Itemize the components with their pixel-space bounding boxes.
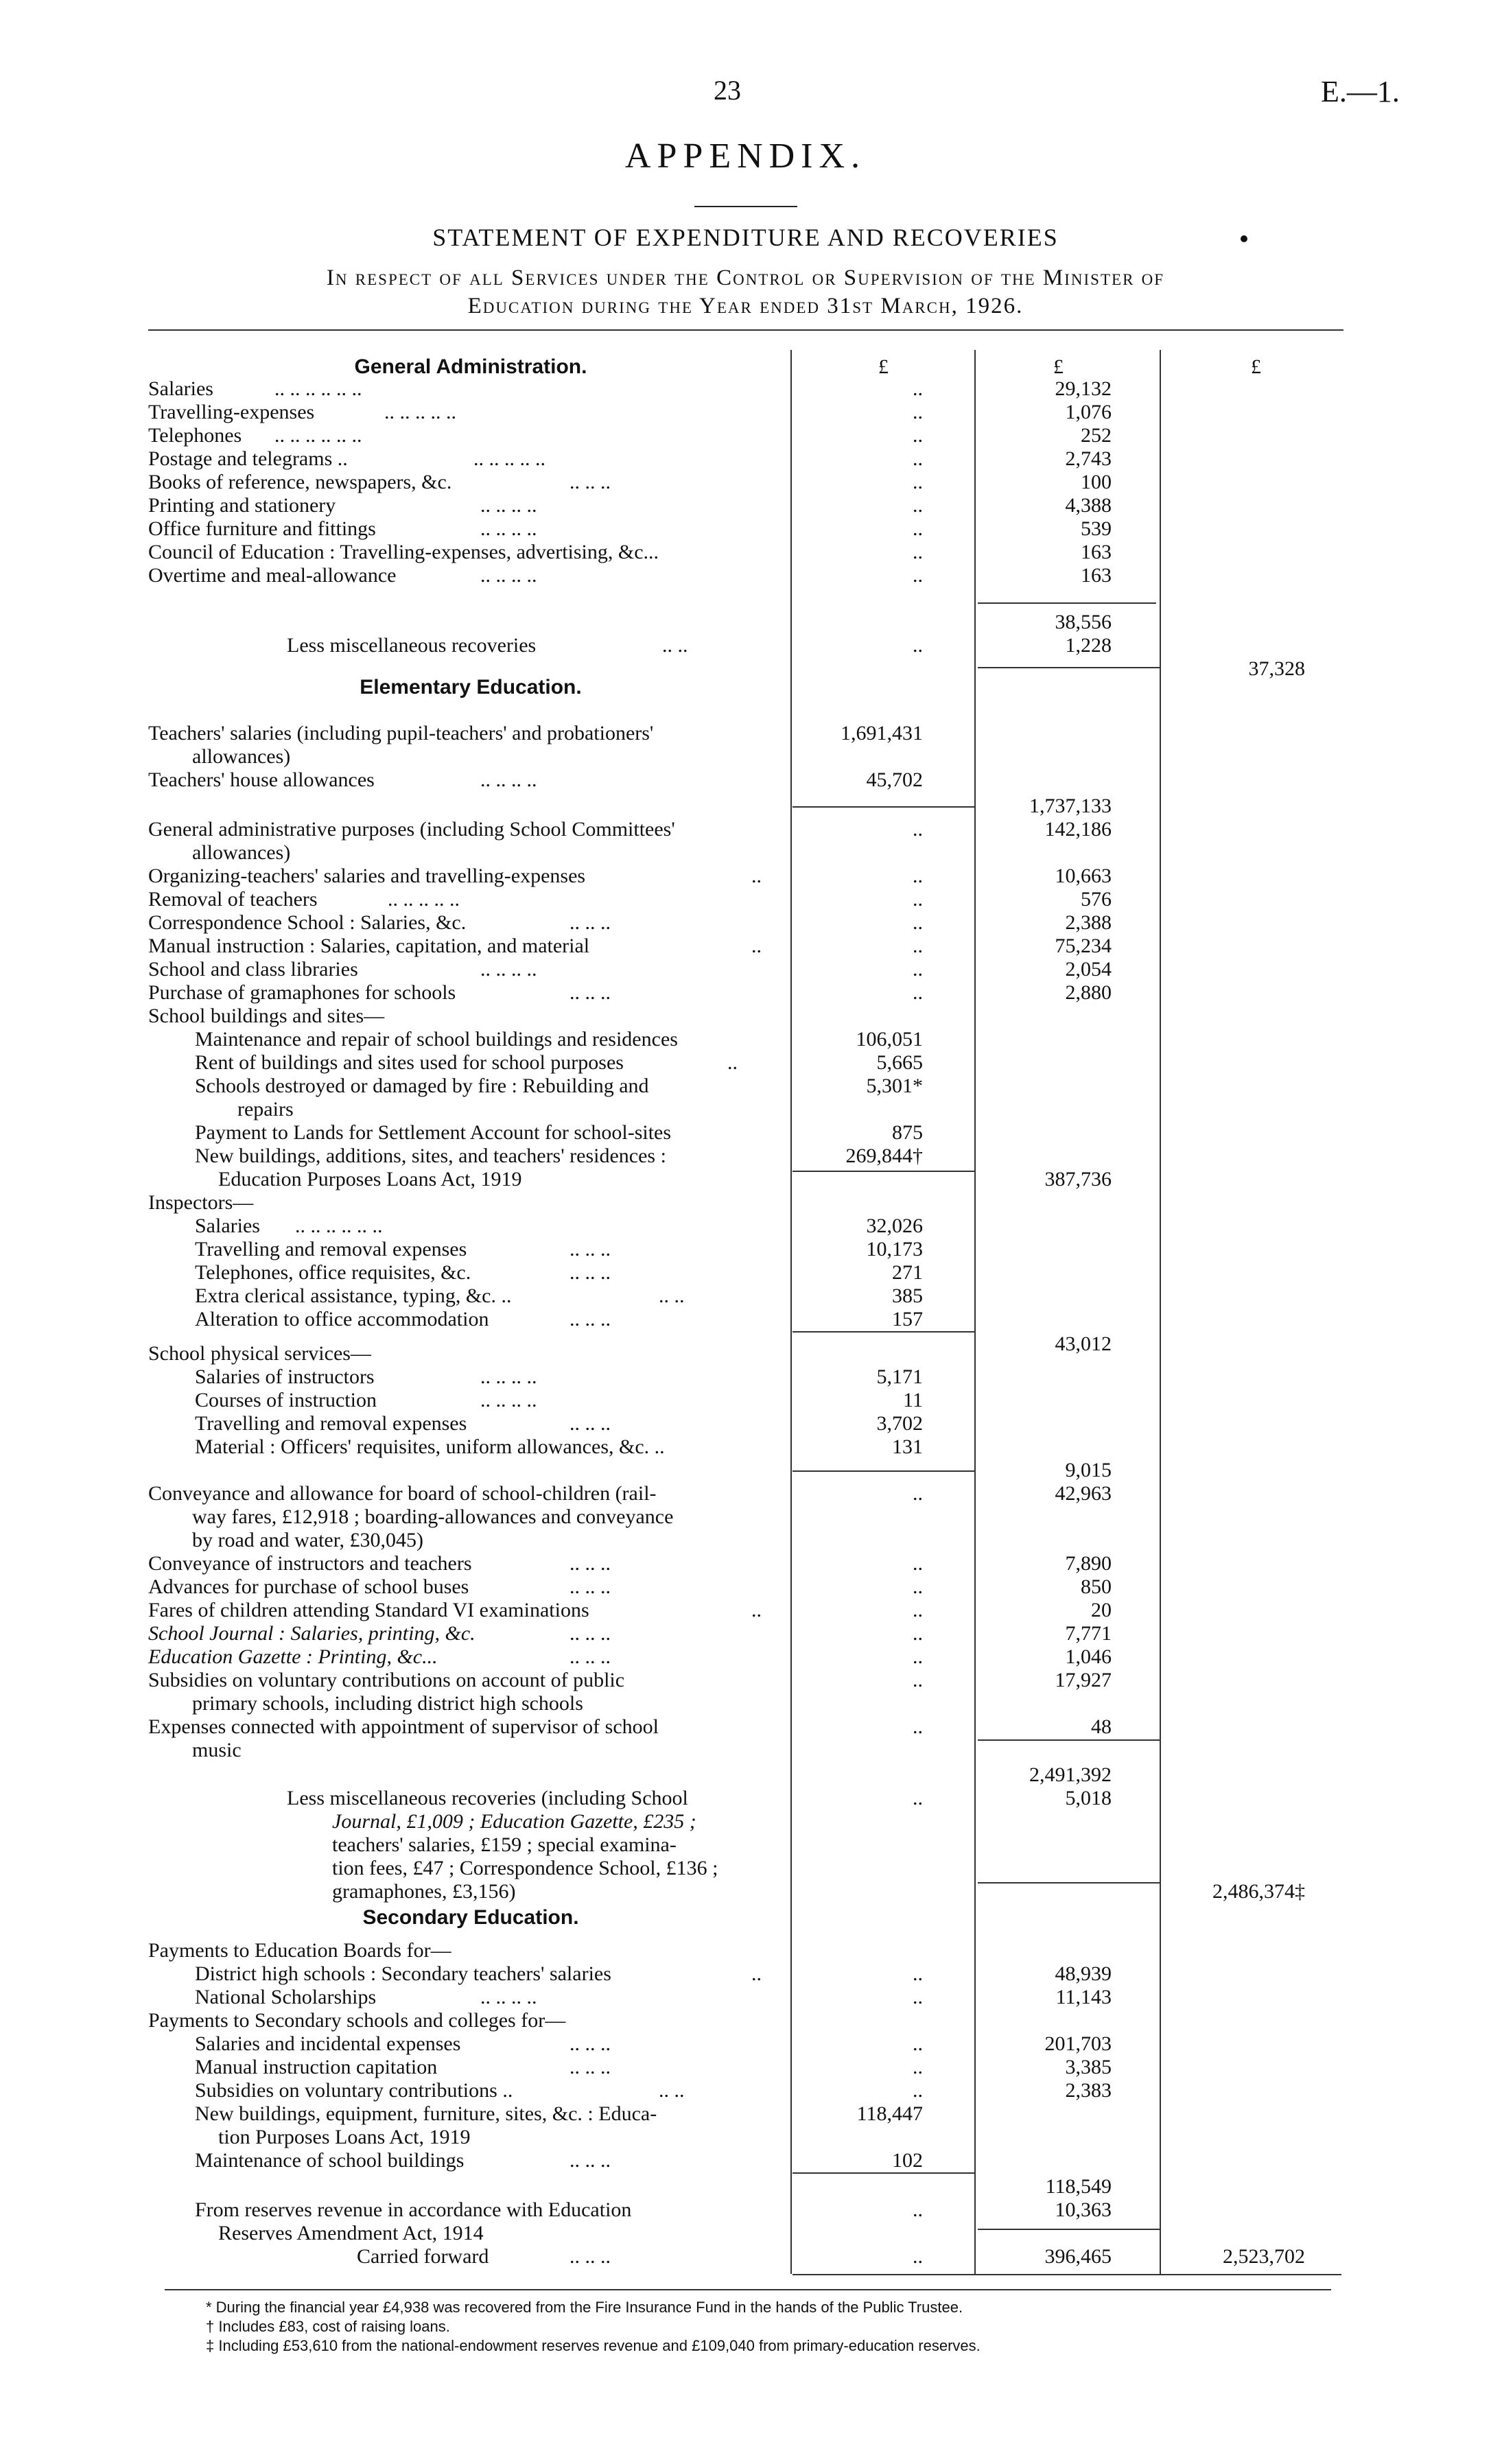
row-label: Payment to Lands for Settlement Account for school-sites	[195, 1121, 672, 1144]
col1-value: ..	[913, 564, 923, 587]
col2-value: 142,186	[1044, 818, 1112, 841]
row-label: Postage and telegrams ..	[148, 447, 348, 470]
table-row	[0, 1168, 1491, 1191]
leader-dots: .. .. ..	[570, 471, 611, 493]
col2-value: 3,385	[1065, 2056, 1112, 2078]
row-label: School Journal : Salaries, printing, &c.	[148, 1622, 476, 1645]
col1-value: ..	[913, 1669, 923, 1691]
col1-value: ..	[913, 541, 923, 563]
col1-value: 875	[892, 1121, 923, 1144]
col2-value: 17,927	[1055, 1669, 1112, 1691]
title-divider	[694, 206, 797, 207]
col2-value: 2,743	[1065, 447, 1112, 470]
row-label: Manual instruction capitation	[195, 2056, 438, 2078]
leader-dots: .. .. .. .. ..	[384, 401, 456, 423]
row-label: way fares, £12,918 ; boarding-allowances and conveyance	[192, 1505, 674, 1528]
leader-dots: .. .. .. ..	[480, 494, 537, 517]
col2-value: 7,890	[1065, 1552, 1112, 1575]
table-row	[0, 1880, 1491, 1903]
leader-dots: ..	[751, 1962, 762, 1985]
col1-value: ..	[913, 494, 923, 517]
table-row	[0, 564, 1491, 587]
col2-value: 2,491,392	[1029, 1763, 1112, 1786]
col2-value: 20	[1091, 1599, 1112, 1621]
row-label: National Scholarships	[195, 1986, 377, 2008]
col1-value: ..	[913, 1599, 923, 1621]
table-row	[0, 1622, 1491, 1645]
col2-value: 576	[1081, 888, 1112, 911]
row-label: School buildings and sites—	[148, 1005, 385, 1027]
col1-value: ..	[913, 401, 923, 423]
footnote-rule	[165, 2289, 1331, 2290]
carried-forward-row	[0, 2245, 1491, 2268]
row-label: Teachers' salaries (including pupil-teachers' and probationers'	[148, 722, 654, 744]
subtotal-rule	[793, 2172, 974, 2174]
col2-value: 7,771	[1065, 1622, 1112, 1645]
table-row	[0, 1552, 1491, 1575]
table-row	[0, 1215, 1491, 1238]
table-bottom-rule	[793, 2274, 1341, 2275]
col2-value: 43,012	[1055, 1333, 1112, 1355]
table-row	[0, 541, 1491, 564]
col2-value: 2,388	[1065, 911, 1112, 934]
table-row	[0, 1191, 1491, 1215]
table-row	[0, 1028, 1491, 1051]
col2-value: 100	[1081, 471, 1112, 493]
col2-value: 10,363	[1055, 2198, 1112, 2221]
row-label: School physical services—	[148, 1342, 371, 1365]
leader-dots: .. .. .. .. ..	[473, 447, 545, 470]
leader-dots: .. .. .. ..	[480, 958, 537, 981]
leader-dots: .. ..	[659, 2079, 685, 2102]
table-row	[0, 2198, 1491, 2222]
row-label: Journal, £1,009 ; Education Gazette, £235 ;	[332, 1810, 696, 1833]
leader-dots: .. .. .. ..	[480, 517, 537, 540]
row-label: Less miscellaneous recoveries	[287, 634, 537, 657]
table-row	[0, 401, 1491, 424]
row-label: Overtime and meal-allowance	[148, 564, 397, 587]
leader-dots: .. .. .. .. .. ..	[274, 377, 362, 400]
col2-value: 2,880	[1065, 981, 1112, 1004]
col2-value: 201,703	[1044, 2032, 1112, 2055]
col2-value: 539	[1081, 517, 1112, 540]
row-label: Carried forward	[357, 2245, 489, 2268]
subtotal-rule	[978, 602, 1156, 604]
row-label: Purchase of gramaphones for schools	[148, 981, 456, 1004]
table-row	[0, 1739, 1491, 1762]
col1-value: 1,691,431	[841, 722, 923, 744]
col2-value: 2,054	[1065, 958, 1112, 981]
table-row	[0, 1857, 1491, 1880]
appendix-title: APPENDIX.	[624, 137, 867, 176]
col1-value: 269,844†	[845, 1145, 923, 1167]
col1-value: 102	[892, 2149, 923, 2172]
col1-value: 131	[892, 1435, 923, 1458]
col1-value: 3,702	[876, 1412, 923, 1435]
col2-value: 1,228	[1065, 634, 1112, 657]
table-row	[0, 981, 1491, 1005]
row-label: Fares of children attending Standard VI examinations	[148, 1599, 589, 1621]
table-row	[0, 1599, 1491, 1622]
col2-value: 4,388	[1065, 494, 1112, 517]
row-label: Courses of instruction	[195, 1389, 377, 1411]
leader-dots: .. .. .. ..	[480, 768, 537, 791]
document-reference: E.—1.	[1321, 75, 1400, 108]
col1-value: ..	[913, 911, 923, 934]
row-label: Education Gazette : Printing, &c...	[148, 1645, 438, 1668]
currency-col2: £	[1053, 355, 1064, 378]
table-row	[0, 1365, 1491, 1389]
table-row	[0, 634, 1491, 657]
row-label: Council of Education : Travelling-expenses, advertising, &c...	[148, 541, 659, 563]
section-elementary-education: Elementary Education.	[360, 676, 582, 699]
row-label: Maintenance of school buildings	[195, 2149, 465, 2172]
row-label: Payments to Education Boards for—	[148, 1939, 451, 1962]
table-row	[0, 1529, 1491, 1552]
row-label: primary schools, including district high schools	[192, 1692, 583, 1715]
row-label: Travelling and removal expenses	[195, 1238, 467, 1260]
col3-value: 37,328	[1248, 657, 1305, 680]
leader-dots: .. .. ..	[570, 2032, 611, 2055]
leader-dots: .. .. ..	[570, 1645, 611, 1668]
col1-value: ..	[913, 1715, 923, 1738]
table-row	[0, 424, 1491, 447]
row-label: Office furniture and fittings	[148, 517, 376, 540]
leader-dots: .. .. ..	[570, 1412, 611, 1435]
row-label: Inspectors—	[148, 1191, 254, 1214]
col1-value: ..	[913, 888, 923, 911]
row-label: Schools destroyed or damaged by fire : Rebuilding and	[195, 1075, 649, 1097]
table-row	[0, 1435, 1491, 1459]
table-row	[0, 2102, 1491, 2126]
row-label: Less miscellaneous recoveries (including School	[287, 1787, 688, 1809]
col1-value: ..	[913, 981, 923, 1004]
leader-dots: ..	[751, 865, 762, 887]
leader-dots: .. .. ..	[570, 1308, 611, 1330]
row-label: Printing and stationery	[148, 494, 336, 517]
col2-value: 163	[1081, 541, 1112, 563]
table-row	[0, 1669, 1491, 1692]
row-label: New buildings, additions, sites, and teachers' residences :	[195, 1145, 666, 1167]
col1-value: ..	[913, 818, 923, 841]
row-label: music	[192, 1739, 242, 1761]
leader-dots: .. .. ..	[570, 1622, 611, 1645]
row-label: tion Purposes Loans Act, 1919	[218, 2126, 471, 2148]
row-label: Subsidies on voluntary contributions on account of public	[148, 1669, 625, 1691]
col2-value: 75,234	[1055, 935, 1112, 957]
page-number: 23	[714, 75, 741, 106]
row-label: Teachers' house allowances	[148, 768, 375, 791]
table-row	[0, 2079, 1491, 2102]
table-row	[0, 1098, 1491, 1121]
leader-dots: .. .. ..	[570, 1261, 611, 1284]
row-label: teachers' salaries, £159 ; special examina-	[332, 1833, 677, 1856]
table-row	[0, 2149, 1491, 2172]
table-row	[0, 1810, 1491, 1833]
table-row	[0, 1238, 1491, 1261]
col1-value: 5,171	[876, 1365, 923, 1388]
row-label: Material : Officers' requisites, uniform allowances, &c. ..	[195, 1435, 665, 1458]
col1-value: ..	[913, 935, 923, 957]
col2-value: 1,076	[1065, 401, 1112, 423]
leader-dots: .. .. .. .. ..	[388, 888, 460, 911]
table-row	[0, 1482, 1491, 1505]
leader-dots: ..	[751, 935, 762, 957]
row-label: New buildings, equipment, furniture, sites, &c. : Educa-	[195, 2102, 657, 2125]
row-label: Maintenance and repair of school buildings and residences	[195, 1028, 678, 1051]
col1-value: 106,051	[856, 1028, 923, 1051]
table-row	[0, 1833, 1491, 1857]
col2-value: 1,737,133	[1029, 795, 1112, 817]
leader-dots: .. .. ..	[570, 2056, 611, 2078]
table-row	[0, 2056, 1491, 2079]
table-row	[0, 377, 1491, 401]
col2-value: 118,549	[1045, 2175, 1112, 2198]
row-label: Telephones, office requisites, &c.	[195, 1261, 471, 1284]
table-row	[0, 2126, 1491, 2149]
table-row	[0, 1939, 1491, 1962]
col2-value: 48	[1091, 1715, 1112, 1738]
subtotal-row	[0, 1763, 1491, 1787]
row-label: Expenses connected with appointment of supervisor of school	[148, 1715, 659, 1738]
col1-value: ..	[913, 1986, 923, 2008]
col1-value: 385	[892, 1284, 923, 1307]
table-row	[0, 1284, 1491, 1308]
table-row	[0, 745, 1491, 768]
table-row	[0, 1005, 1491, 1028]
row-label: Organizing-teachers' salaries and travelling-expenses	[148, 865, 586, 887]
footnote-asterisk: * During the financial year £4,938 was recovered from the Fire Insurance Fund in the hands of the Public Trustee.	[206, 2299, 963, 2316]
section-secondary-education: Secondary Education.	[362, 1906, 579, 1929]
col2-value: 11,143	[1055, 1986, 1112, 2008]
table-row	[0, 1505, 1491, 1529]
table-row	[0, 1575, 1491, 1599]
col1-value: 157	[892, 1308, 923, 1330]
col1-value: 10,173	[866, 1238, 923, 1260]
leader-dots: .. .. .. ..	[480, 1365, 537, 1388]
leader-dots: .. .. ..	[570, 1575, 611, 1598]
col1-value: 118,447	[856, 2102, 923, 2125]
col2-value: 42,963	[1055, 1482, 1112, 1505]
table-row	[0, 1389, 1491, 1412]
col2-value: 396,465	[1044, 2245, 1112, 2268]
row-label: by road and water, £30,045)	[192, 1529, 424, 1551]
row-label: Education Purposes Loans Act, 1919	[218, 1168, 522, 1190]
table-row	[0, 1145, 1491, 1168]
leader-dots: .. ..	[659, 1284, 685, 1307]
leader-dots: .. .. .. ..	[480, 1389, 537, 1411]
col2-value: 29,132	[1055, 377, 1112, 400]
row-label: Conveyance of instructors and teachers	[148, 1552, 472, 1575]
row-label: Travelling-expenses	[148, 401, 315, 423]
section-general-administration: General Administration.	[354, 355, 587, 378]
row-label: gramaphones, £3,156)	[332, 1880, 516, 1903]
col1-value: ..	[913, 958, 923, 981]
table-row	[0, 1986, 1491, 2009]
table-row	[0, 865, 1491, 888]
statement-subtitle-line-1: In respect of all Services under the Control or Supervision of the Minister of	[326, 266, 1165, 290]
subtotal-row	[0, 1459, 1491, 1482]
table-row	[0, 818, 1491, 841]
row-label: Removal of teachers	[148, 888, 318, 911]
row-label: Salaries	[195, 1215, 260, 1237]
col1-value: ..	[913, 424, 923, 447]
row-label: District high schools : Secondary teachers' salaries	[195, 1962, 611, 1985]
row-label: Subsidies on voluntary contributions ..	[195, 2079, 513, 2102]
col1-value: ..	[913, 1575, 923, 1598]
table-row	[0, 1121, 1491, 1145]
table-row	[0, 471, 1491, 494]
table-row	[0, 768, 1491, 792]
statement-subtitle-line-2: Education during the Year ended 31st March, 1926.	[467, 294, 1024, 318]
leader-dots: .. .. .. ..	[480, 564, 537, 587]
col1-value: 32,026	[866, 1215, 923, 1237]
row-label: Salaries	[148, 377, 213, 400]
subtotal-row	[0, 611, 1491, 634]
total-row	[0, 657, 1491, 681]
col1-value: ..	[913, 2245, 923, 2268]
row-label: From reserves revenue in accordance with Education	[195, 2198, 632, 2221]
statement-title: STATEMENT OF EXPENDITURE AND RECOVERIES	[432, 224, 1059, 251]
table-row	[0, 1075, 1491, 1098]
col1-value: ..	[913, 2079, 923, 2102]
row-label: Rent of buildings and sites used for school purposes	[195, 1051, 624, 1074]
currency-col1: £	[878, 355, 889, 378]
col1-value: 5,665	[876, 1051, 923, 1074]
col2-value: 387,736	[1044, 1168, 1112, 1190]
row-label: Correspondence School : Salaries, &c.	[148, 911, 467, 934]
table-row	[0, 1715, 1491, 1739]
col1-value: 11	[903, 1389, 923, 1411]
row-label: Advances for purchase of school buses	[148, 1575, 469, 1598]
col2-value: 850	[1081, 1575, 1112, 1598]
table-row	[0, 1051, 1491, 1075]
row-label: Travelling and removal expenses	[195, 1412, 467, 1435]
col3-value: 2,486,374‡	[1212, 1880, 1305, 1903]
row-label: Telephones	[148, 424, 242, 447]
table-row	[0, 1787, 1491, 1810]
row-label: General administrative purposes (including School Committees'	[148, 818, 675, 841]
table-row	[0, 1342, 1491, 1365]
col1-value: ..	[913, 2198, 923, 2221]
table-row	[0, 2009, 1491, 2032]
table-row	[0, 841, 1491, 865]
print-dot	[1241, 235, 1247, 242]
table-row	[0, 1692, 1491, 1715]
table-row	[0, 1412, 1491, 1435]
row-label: Payments to Secondary schools and colleges for—	[148, 2009, 566, 2032]
leader-dots: .. .. .. .. .. ..	[295, 1215, 383, 1237]
leader-dots: .. .. ..	[570, 911, 611, 934]
col2-value: 9,015	[1065, 1459, 1112, 1481]
col1-value: ..	[913, 865, 923, 887]
row-label: Conveyance and allowance for board of school-children (rail-	[148, 1482, 657, 1505]
col1-value: ..	[913, 1552, 923, 1575]
row-label: Extra clerical assistance, typing, &c. ..	[195, 1284, 512, 1307]
leader-dots: ..	[727, 1051, 738, 1074]
subtotal-row	[0, 795, 1491, 818]
table-row	[0, 888, 1491, 911]
table-row	[0, 494, 1491, 517]
table-top-rule	[148, 329, 1343, 331]
leader-dots: ..	[751, 1599, 762, 1621]
table-row	[0, 1962, 1491, 1986]
col1-value: ..	[913, 1622, 923, 1645]
col2-value: 252	[1081, 424, 1112, 447]
table-row	[0, 1261, 1491, 1284]
col2-value: 10,663	[1055, 865, 1112, 887]
col1-value: ..	[913, 2056, 923, 2078]
col1-value: ..	[913, 377, 923, 400]
table-row	[0, 517, 1491, 541]
col2-value: 1,046	[1065, 1645, 1112, 1668]
col2-value: 5,018	[1065, 1787, 1112, 1809]
row-label: Salaries and incidental expenses	[195, 2032, 461, 2055]
leader-dots: .. .. ..	[570, 2149, 611, 2172]
col1-value: 45,702	[866, 768, 923, 791]
table-row	[0, 935, 1491, 958]
leader-dots: .. .. .. .. .. ..	[274, 424, 362, 447]
col3-value: 2,523,702	[1223, 2245, 1305, 2268]
table-row	[0, 911, 1491, 935]
footnote-double-dagger: ‡ Including £53,610 from the national-endowment reserves revenue and £109,040 from primary-education reserves.	[206, 2337, 981, 2354]
row-label: tion fees, £47 ; Correspondence School, £136 ;	[332, 1857, 718, 1879]
row-label: Reserves Amendment Act, 1914	[218, 2222, 484, 2244]
col2-value: 163	[1081, 564, 1112, 587]
currency-col3: £	[1251, 355, 1261, 378]
col1-value: ..	[913, 1962, 923, 1985]
row-label: School and class libraries	[148, 958, 358, 981]
col1-value: ..	[913, 1482, 923, 1505]
row-label: allowances)	[192, 841, 291, 864]
leader-dots: .. .. ..	[570, 1238, 611, 1260]
leader-dots: .. .. ..	[570, 981, 611, 1004]
col1-value: 5,301*	[866, 1075, 923, 1097]
table-row	[0, 1645, 1491, 1669]
row-label: Alteration to office accommodation	[195, 1308, 489, 1330]
table-row	[0, 2032, 1491, 2056]
row-label: repairs	[237, 1098, 294, 1120]
col1-value: ..	[913, 471, 923, 493]
table-row	[0, 958, 1491, 981]
leader-dots: .. .. ..	[570, 1552, 611, 1575]
leader-dots: .. .. .. ..	[480, 1986, 537, 2008]
col1-value: ..	[913, 517, 923, 540]
footnote-dagger: † Includes £83, cost of raising loans.	[206, 2318, 450, 2335]
col2-value: 2,383	[1065, 2079, 1112, 2102]
row-label: Books of reference, newspapers, &c.	[148, 471, 452, 493]
row-label: allowances)	[192, 745, 291, 768]
col2-value: 38,556	[1055, 611, 1112, 633]
col1-value: ..	[913, 1645, 923, 1668]
row-label: Manual instruction : Salaries, capitation, and material	[148, 935, 590, 957]
table-row	[0, 722, 1491, 745]
subtotal-row	[0, 2175, 1491, 2198]
leader-dots: .. ..	[662, 634, 688, 657]
table-row	[0, 447, 1491, 471]
col2-value: 48,939	[1055, 1962, 1112, 1985]
col1-value: 271	[892, 1261, 923, 1284]
col1-value: ..	[913, 634, 923, 657]
row-label: Salaries of instructors	[195, 1365, 375, 1388]
table-row	[0, 2222, 1491, 2245]
col1-value: ..	[913, 1787, 923, 1809]
leader-dots: .. .. ..	[570, 2245, 611, 2268]
col1-value: ..	[913, 2032, 923, 2055]
col1-value: ..	[913, 447, 923, 470]
